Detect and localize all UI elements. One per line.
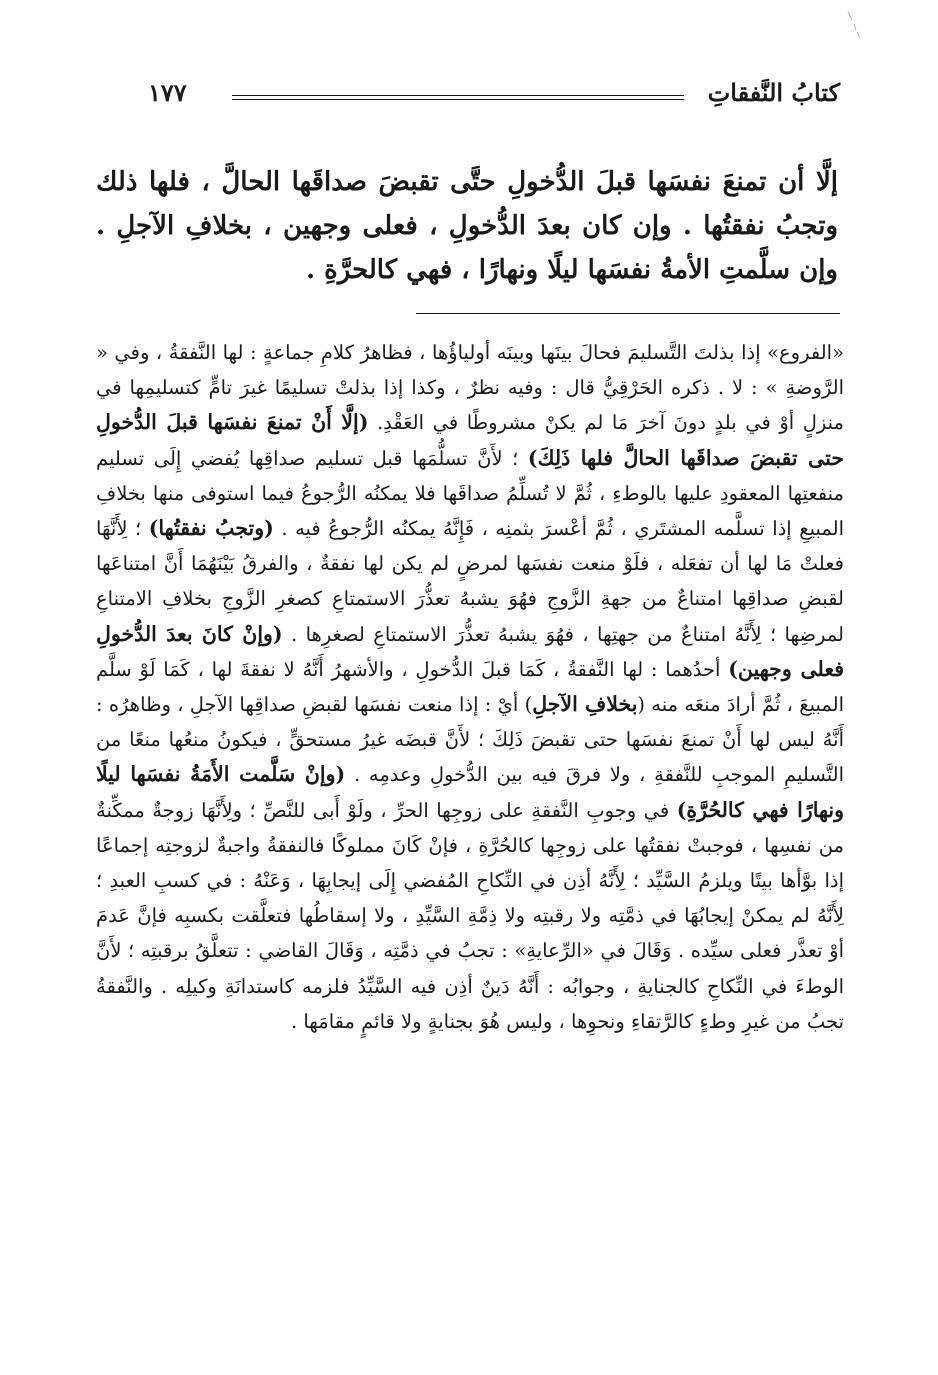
- running-title: كتابُ النَّفقاتِ: [707, 78, 840, 107]
- header-rule: [232, 95, 684, 96]
- commentary-segment: ؛ لِأَنَّهَا فعلتْ مَا لها أن تفعَله ، فلَوْ منعت نفسَها لمرضٍ لم يكن لها نفقةٌ ، والفرقُ بَيْنَهُمَا أَنَّ امتناعَها لقبضِ صداقِها امتناعٌ من جهةِ الزَّوجِ فهُوَ يشبهُ تعذُّرَ الاستمتاعِ كصغرِ الزَّوجِ بخلافِ الامتناعِ لمرضِها ؛ لِأَنَّهُ امتناعٌ من جهتِها ، فهُوَ يشبهُ تعذُّرَ الاستمتاعِ لصغرِها .: [96, 517, 845, 646]
- quoted-main-text: بخلافِ الآجلِ: [532, 692, 638, 717]
- commentary-segment: ؛ لأَنَّ تسلُّمَها قبل تسليم صداقِها يُفضي إِلَى تسليم منفعتِها المعقودِ عليها بالوطءِ ، ثُمَّ لا تُسلِّمُ صداقَها فلا يمكنُه الرُّجوعُ فيما استوفى منها بخلافِ المبيعِ إذا تسلَّمه المشتَري ، ثُمَّ أعْسرَ بثمنِه ، فَإِنَّهُ يمكنُه الرُّجوعُ فيه .: [96, 446, 845, 541]
- commentary-segment: ) أيْ : إذا منعت نفسَها لقبضِ صداقِها الآجلِ ، وظاهرُه : أَنَّهُ ليس لها أَنْ تمنعَ نفسَها حتى تقبضَ ذَلِكَ ؛ لأَنَّ قبضَه غيرُ مستحقٍّ ، فيكونُ منعُها منعًا من التَّسليمِ الموجبِ للنَّفقةِ ، ولا فرقَ فيه بين الدُّخولِ وعدمِه .: [96, 693, 844, 787]
- quoted-main-text: (وإنْ سَلَّمت الأَمَةُ نفسَها ليلًا ونهارًا فهي كالحُرَّةِ): [96, 762, 844, 822]
- quoted-main-text: (وتجبُ نفقتُها): [148, 516, 274, 541]
- main-text: إلَّا أن تمنعَ نفسَها قبلَ الدُّخولِ حتَّى تقبضَ صداقَها الحالَّ ، فلها ذلك وتجبُ نفقتُها . وإن كان بعدَ الدُّخولِ ، فعلى وجهين ، بخلافِ الآجلِ . وإن سلَّمتِ الأمةُ نفسَها ليلًا ونهارًا ، فهي كالحرَّةِ .: [96, 167, 838, 285]
- running-header: [148, 78, 840, 112]
- scan-mark: [846, 10, 862, 40]
- quoted-main-text: (وإنْ كانَ بعدَ الدُّخولِ فعلى وجهين): [96, 621, 845, 681]
- commentary-segment: «الفروع» إذا بذلتَ التَّسليمَ فحالَ بينَها وبينَه أولياؤُها ، فظاهرُ كلامِ جماعةٍ : لها النَّفقةُ ، وفي « الرَّوضةِ » : لا . ذكره الحَرْقِيُّ قال : وفيه نظرٌ ، وكذا إذا بذلتْ تسليمًا غيرَ تامٍّ كتسليمِها في منزلٍ أوْ في بلدٍ دونَ آخرَ مَا لم يكنْ مشروطًا في العَقْدِ.: [96, 341, 844, 435]
- commentary-segment: في وجوبِ النَّفقةِ على زوجِها الحرِّ ، ولَوْ أَبى للنَّصِّ ؛ ولِأَنَّهَا زوجةٌ ممكِّنةٌ من نفسِها ، فوجبتْ نفقتُها على زوجِها كالحُرَّةِ ، فإنْ كَانَ مملوكًا فالنفقةُ واجبةٌ لزوجتِه إجماعًا إذا بوَّأها بيتًا ويلزمُ السَّيِّد ؛ لِأَنَّهُ أذِن في النِّكاحِ المُفضي إِلَى إيجابِهَا ، وَعَنْهُ : في كسبِ العبدِ ؛ لِأَنَّهُ لم يمكنْ إيجابُهَا في ذمَّتِه ولا رقبتِه ولا ذِمَّةِ السَّيِّدِ ، ولا إسقاطُها فتعلَّقت بكسبِه فإنَّ عَدمَ أوْ تعذَّر فعلى سيِّده . وَقَالَ في «الرِّعايةِ» : تجبُ في ذمَّتِه ، وَقَالَ القاضي : تتعلَّقُ برقبتِه ؛ لأَنَّ الوطءَ في النِّكاحِ كالجنايةِ ، وجوابُه : أَنَّهُ دَينٌ أذِن فيه السَّيِّدُ فلزمه كاستدانَةِ وكيلِه . والنَّفقةُ تجبُ من غيرِ وطءٍ كالرَّتقاءِ ونحوِها ، وليس هُوَ بجنايةٍ ولا قائمٍ مقامَها .: [96, 798, 844, 1033]
- quoted-main-text: (إلَّا أَنْ تمنعَ نفسَها قبلَ الدُّخولِ حتى تقبضَ صداقَها الحالَّ فلها ذَلِكَ): [96, 410, 844, 470]
- header-rule-lower: [232, 99, 684, 100]
- page-number: ١٧٧: [148, 78, 187, 107]
- commentary-text: [96, 335, 844, 1039]
- footnote-separator: [416, 313, 840, 314]
- commentary-segment: أحدُهما : لها النَّفقةُ ، كَمَا قبلَ الدُّخولِ ، والأشهرُ أَنَّهُ لا نفقةَ لها ، كَمَا لَوْ سلَّم المبيعَ ، ثُمَّ أرادَ منعَه منه (: [96, 657, 844, 717]
